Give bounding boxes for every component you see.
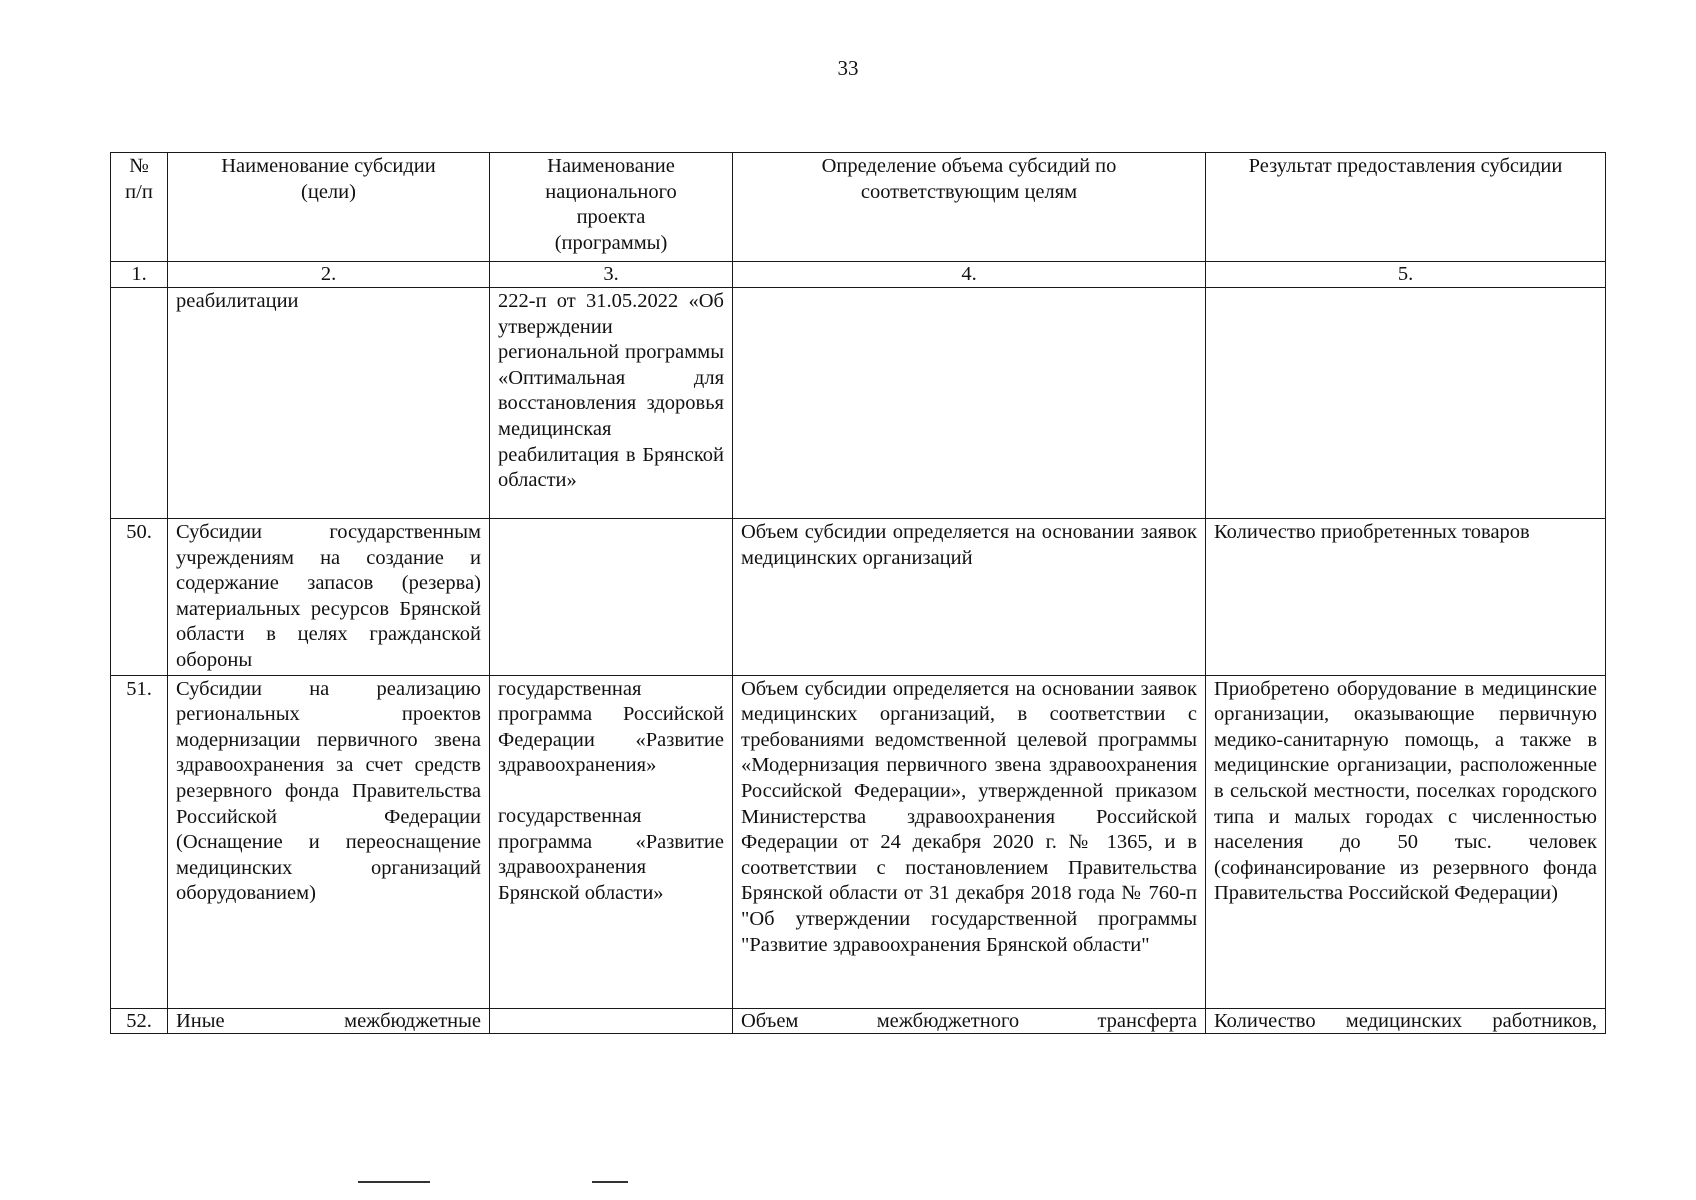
volume-cell: Объем субсидии определяется на основании заявок медицинских организаций, в соответствии с требованиями ведомственной целевой программы «Модернизация первичного звена здравоохранения Российской Федерации», утвержденной приказом Министерства здравоохранения Российской Федерации от 24 декабря 2020 г. № 1365, и в соответствии с постановлением Правительства Брянской области от 31 декабря 2018 года № 760-п "Об утверждении государственной программы "Развитие здравоохранения Брянской области" <box>733 675 1206 1008</box>
volume-cell: Объем межбюджетного трансферта <box>733 1008 1206 1033</box>
column-number: 3. <box>490 262 733 288</box>
row-number: 52. <box>111 1008 168 1033</box>
subsidy-name-cell: Субсидии на реализацию региональных проектов модернизации первичного звена здравоохранения за счет средств резервного фонда Правительства Российской Федерации (Оснащение и переоснащение медицинских организаций оборудованием) <box>168 675 490 1008</box>
result-cell <box>1206 288 1606 519</box>
result-cell: Количество приобретенных товаров <box>1206 519 1606 676</box>
subsidy-name-cell: реабилитации <box>168 288 490 519</box>
result-cell: Приобретено оборудование в медицинские организации, оказывающие первичную медико-санитарную помощь, а также в медицинские организации, расположенные в сельской местности, поселках городского типа и малых городах с численностью населения до 50 тыс. человек (софинансирование из резервного фонда Правительства Российской Федерации) <box>1206 675 1606 1008</box>
header-number: № п/п <box>111 153 168 262</box>
volume-cell: Объем субсидии определяется на основании заявок медицинских организаций <box>733 519 1206 676</box>
volume-cell <box>733 288 1206 519</box>
national-project-cell: 222-п от 31.05.2022 «Об утверждении региональной программы «Оптимальная для восстановления здоровья медицинская реабилитация в Брянской области» <box>490 288 733 519</box>
table-row <box>111 1008 1606 1033</box>
national-project-federal: государственная программа Российской Федерации «Развитие здравоохранения» <box>498 677 724 777</box>
table-row <box>111 519 1606 676</box>
subsidy-name-cell: Субсидии государственным учреждениям на создание и содержание запасов (резерва) материальных ресурсов Брянской области в целях гражданской обороны <box>168 519 490 676</box>
national-project-cell <box>490 519 733 676</box>
footer-mark <box>592 1181 628 1183</box>
subsidy-name-cell: Иные межбюджетные <box>168 1008 490 1033</box>
table-row <box>111 288 1606 519</box>
national-project-cell <box>490 675 733 1008</box>
result-cell: Количество медицинских работников, <box>1206 1008 1606 1033</box>
header-result: Результат предоставления субсидии <box>1206 153 1606 262</box>
column-number: 5. <box>1206 262 1606 288</box>
header-national-project: Наименование национального проекта (программы) <box>490 153 733 262</box>
row-number: 50. <box>111 519 168 676</box>
header-volume-determination: Определение объема субсидий по соответствующим целям <box>733 153 1206 262</box>
row-number: 51. <box>111 675 168 1008</box>
national-project-regional: государственная программа «Развитие здравоохранения Брянской области» <box>498 804 724 904</box>
header-subsidy-name: Наименование субсидии (цели) <box>168 153 490 262</box>
row-number <box>111 288 168 519</box>
column-number: 2. <box>168 262 490 288</box>
column-number: 4. <box>733 262 1206 288</box>
footer-mark <box>358 1181 430 1183</box>
subsidy-table <box>110 152 1606 1034</box>
column-number-row <box>111 262 1606 288</box>
column-number: 1. <box>111 262 168 288</box>
national-project-cell <box>490 1008 733 1033</box>
table-row <box>111 675 1606 1008</box>
page-number: 33 <box>837 56 859 80</box>
table-header-row <box>111 153 1606 262</box>
